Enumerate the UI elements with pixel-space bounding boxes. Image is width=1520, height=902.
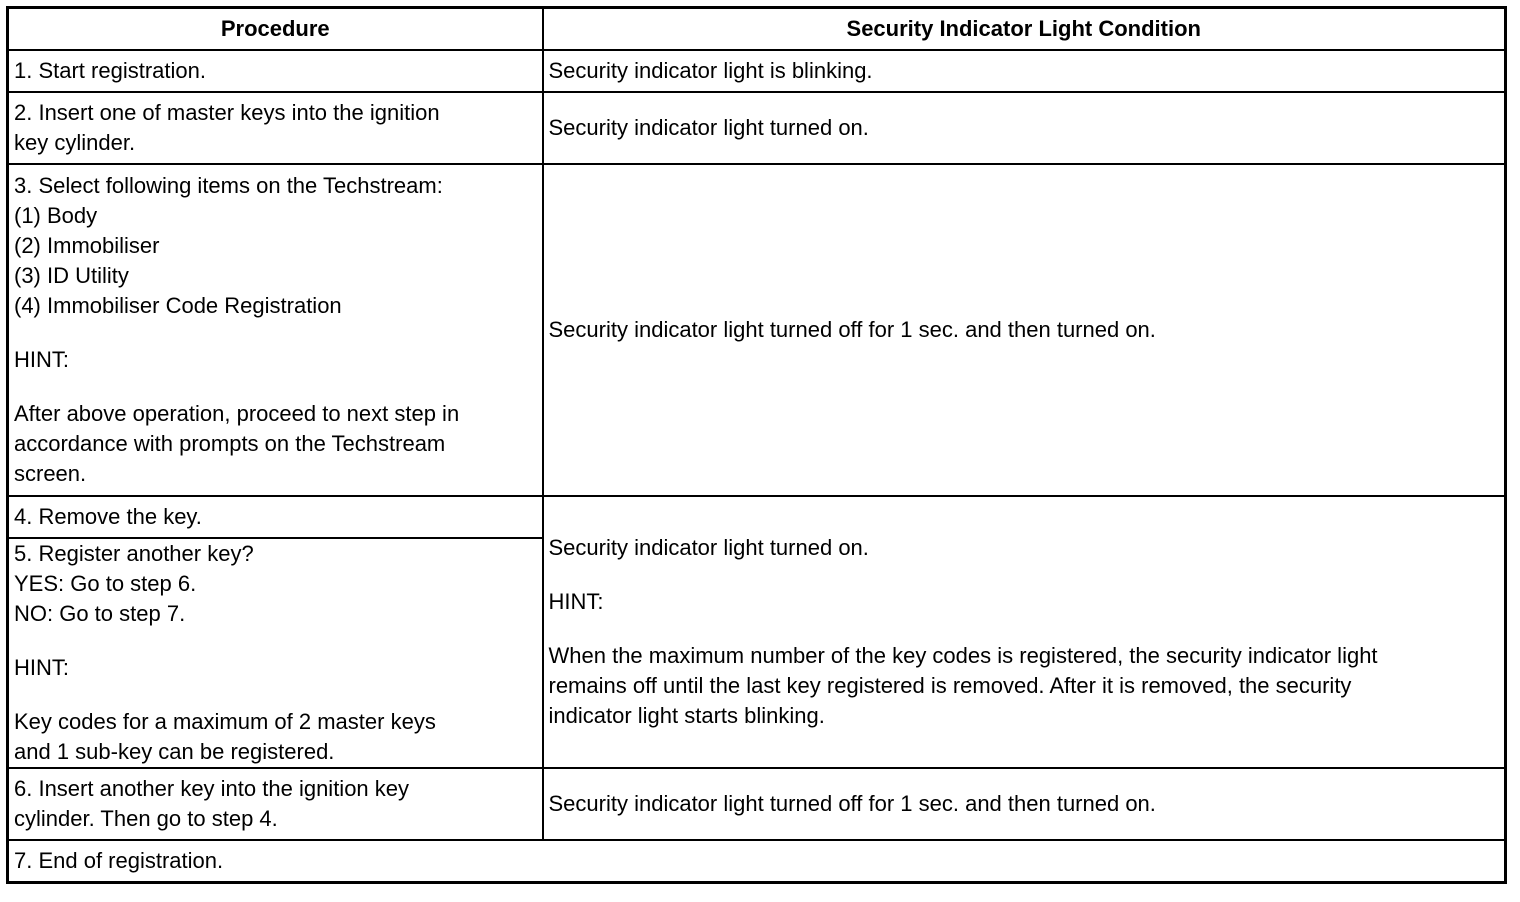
hint-text: Key codes for a maximum of 2 master keys [14,709,436,734]
procedure-text: 7. End of registration. [14,848,224,873]
condition-cell-steps-4-5 [543,496,1506,768]
condition-cell-step-6 [543,768,1506,840]
header-procedure: Procedure [8,8,543,51]
hint-text: accordance with prompts on the Techstream [14,431,446,456]
hint-label: HINT: [14,655,69,680]
hint-text: and 1 sub-key can be registered. [14,739,335,764]
header-condition: Security Indicator Light Condition [543,8,1506,51]
procedure-text: (2) Immobiliser [14,233,160,258]
procedure-text: (4) Immobiliser Code Registration [14,293,342,318]
condition-text: Security indicator light turned off for 1 sec. and then turned on. [548,317,1156,342]
condition-cell-step-3 [543,164,1506,496]
table-row [8,840,1506,883]
procedure-text: YES: Go to step 6. [14,571,197,596]
hint-label: HINT: [14,347,69,372]
table-row [8,92,1506,164]
procedure-text: 4. Remove the key. [14,504,202,529]
spacer [549,617,1500,641]
procedure-text: (3) ID Utility [14,263,129,288]
table-row [8,50,1506,92]
procedure-cell-step-3 [8,164,543,496]
condition-cell-step-1 [543,50,1506,92]
procedure-cell-step-4 [8,496,543,538]
procedure-cell-step-5 [8,538,543,768]
procedure-text: 6. Insert another key into the ignition key [14,776,410,801]
header-row [8,8,1506,51]
hint-text: When the maximum number of the key codes is registered, the security indicator light [548,643,1378,668]
condition-text: Security indicator light turned on. [548,535,869,560]
procedure-text: cylinder. Then go to step 4. [14,806,278,831]
hint-label: HINT: [548,589,604,614]
registration-procedure-table [6,6,1507,884]
condition-text: Security indicator light turned on. [548,115,869,140]
procedure-text: (1) Body [14,203,98,228]
procedure-cell-step-7 [8,840,1506,883]
spacer [14,683,537,707]
procedure-text: NO: Go to step 7. [14,601,186,626]
hint-text: screen. [14,461,87,486]
procedure-text: key cylinder. [14,130,136,155]
procedure-cell-step-6 [8,768,543,840]
procedure-text: 1. Start registration. [14,58,206,83]
hint-text: remains off until the last key registered is removed. After it is removed, the security [548,673,1352,698]
hint-text: indicator light starts blinking. [548,703,825,728]
procedure-text: 2. Insert one of master keys into the ignition [14,100,440,125]
condition-text: Security indicator light is blinking. [548,58,873,83]
table-row [8,164,1506,496]
table-row [8,496,1506,538]
condition-text: Security indicator light turned off for 1 sec. and then turned on. [548,791,1156,816]
spacer [549,563,1500,587]
procedure-cell-step-2 [8,92,543,164]
hint-text: After above operation, proceed to next step in [14,401,460,426]
procedure-text: 3. Select following items on the Techstream: [14,173,443,198]
spacer [14,375,537,399]
procedure-text: 5. Register another key? [14,541,254,566]
table-row [8,768,1506,840]
procedure-cell-step-1 [8,50,543,92]
condition-cell-step-2 [543,92,1506,164]
spacer [14,629,537,653]
spacer [14,321,537,345]
